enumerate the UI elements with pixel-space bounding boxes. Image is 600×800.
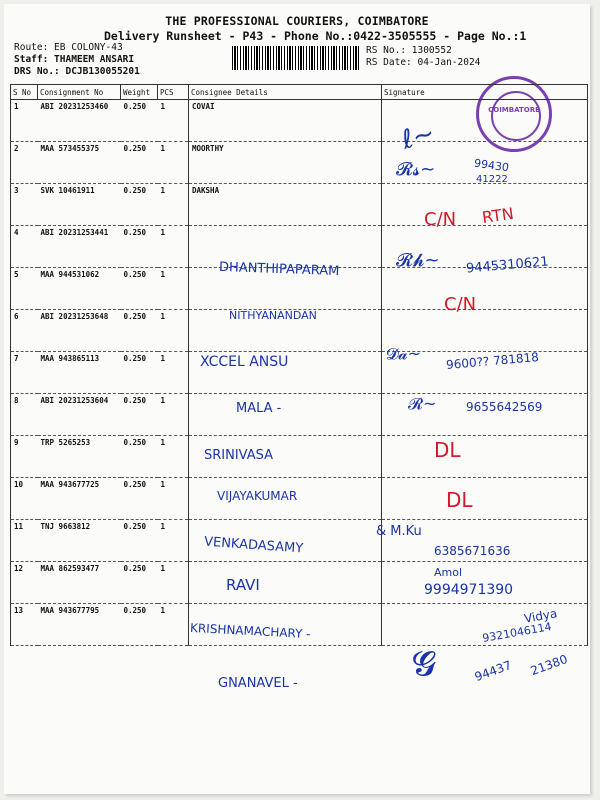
table-row [11,478,588,520]
cell-consignment-no: ABI 20231253648 [38,310,121,352]
cell-consignee: MOORTHY [189,142,382,184]
cell-sno: 1 [11,100,38,142]
table-row [11,100,588,142]
cell-weight: 0.250 [121,352,158,394]
cell-consignee: DAKSHA [189,184,382,226]
hw-name-7: MALA - [236,401,282,416]
route-label: Route: EB COLONY-43 [14,42,123,53]
cell-consignee [189,394,382,436]
phone-13b: 21380 [528,651,570,679]
cell-sno: 7 [11,352,38,394]
rtn-mark-3: RTN [480,203,515,228]
cell-weight: 0.250 [121,226,158,268]
cell-sno: 9 [11,436,38,478]
signature-7: 𝓡~ [408,394,437,413]
runsheet-page [4,4,590,794]
stamp-text: COIMBATORE [488,106,540,114]
cell-consignment-no: TNJ 9663812 [38,520,121,562]
cell-pcs: 1 [158,226,189,268]
hw-name-11: RAVI [226,576,260,594]
cell-pcs: 1 [158,184,189,226]
cell-pcs: 1 [158,268,189,310]
staff-label: Staff: THAMEEM ANSARI [14,54,135,65]
cell-sno: 4 [11,226,38,268]
phone-13a: 94437 [472,657,514,685]
signature-1: ℓ~ [398,118,438,156]
signature-11: Amol [434,566,463,579]
cell-weight: 0.250 [121,436,158,478]
rs-number: RS No.: 1300552 [366,45,452,56]
cell-signature [382,436,588,478]
cn-mark-5: C/N [444,294,477,315]
cell-pcs: 1 [158,352,189,394]
cn-mark-3: C/N [424,209,457,230]
cell-pcs: 1 [158,310,189,352]
cell-weight: 0.250 [121,184,158,226]
cell-weight: 0.250 [121,100,158,142]
cell-consignment-no: TRP 5265253 [38,436,121,478]
signature-2: 𝓡𝓼~ [396,159,436,180]
cell-consignee [189,226,382,268]
phone-7: 9655642569 [466,400,543,414]
col-pcs: PCS [158,85,189,100]
cell-signature [382,478,588,520]
cell-weight: 0.250 [121,394,158,436]
signature-13: 𝓖 [412,644,436,684]
company-title: THE PROFESSIONAL COURIERS, COIMBATORE [165,14,429,28]
phone-2a: 99430 [473,156,510,175]
col-consignee: Consignee Details [189,85,382,100]
col-sno: S No [11,85,38,100]
cell-weight: 0.250 [121,478,158,520]
cell-pcs: 1 [158,520,189,562]
cell-pcs: 1 [158,100,189,142]
phone-4: 9445310621 [465,254,550,277]
dl-mark-9: DL [446,488,473,512]
cell-pcs: 1 [158,562,189,604]
phone-10: 6385671636 [434,544,511,558]
cell-consignment-no: MAA 573455375 [38,142,121,184]
cell-pcs: 1 [158,604,189,646]
cell-weight: 0.250 [121,520,158,562]
cell-sno: 2 [11,142,38,184]
signature-6: 𝓓𝓪~ [386,344,422,363]
col-signature: Signature [382,85,588,100]
cell-pcs: 1 [158,436,189,478]
phone-12: 9321046114 [481,620,553,645]
signature-4: 𝓡𝓱~ [396,250,440,271]
cell-consignment-no: MAA 944531062 [38,268,121,310]
cell-pcs: 1 [158,394,189,436]
cell-weight: 0.250 [121,268,158,310]
cell-consignment-no: SVK 10461911 [38,184,121,226]
cell-sno: 8 [11,394,38,436]
cell-sno: 11 [11,520,38,562]
hw-name-13: GNANAVEL - [218,676,298,691]
cell-sno: 3 [11,184,38,226]
cell-consignee: COVAI [189,100,382,142]
col-consignment: Consignment No [38,85,121,100]
col-weight: Weight [121,85,158,100]
hw-name-12: KRISHNAMACHARY - [189,620,311,642]
cell-consignment-no: ABI 20231253460 [38,100,121,142]
cell-weight: 0.250 [121,142,158,184]
cell-consignee [189,562,382,604]
hw-name-10: VENKADASAMY [203,534,304,557]
cell-sno: 13 [11,604,38,646]
cell-pcs: 1 [158,478,189,520]
hw-name-9: VIJAYAKUMAR [217,489,298,503]
cell-consignment-no: ABI 20231253604 [38,394,121,436]
runsheet-subtitle: Delivery Runsheet - P43 - Phone No.:0422-3505555 - Page No.:1 [104,29,527,43]
hw-name-5: NITHYANANDAN [229,309,317,322]
hw-name-4: DHANTHIPAPARAM [218,259,340,280]
phone-6: 9600?? 781818 [445,349,540,373]
signature-12: Vidya [523,606,559,626]
drs-number: DRS No.: DCJB130055201 [14,66,140,77]
cell-consignment-no: MAA 943677725 [38,478,121,520]
cell-consignment-no: MAA 943677795 [38,604,121,646]
signature-10: & M.Ku [376,524,422,539]
cell-weight: 0.250 [121,604,158,646]
cell-weight: 0.250 [121,562,158,604]
cell-consignment-no: MAA 862593477 [38,562,121,604]
barcode-image [232,46,360,70]
cell-consignment-no: ABI 20231253441 [38,226,121,268]
cell-weight: 0.250 [121,310,158,352]
phone-2b: 41222 [476,174,508,185]
cell-sno: 5 [11,268,38,310]
rs-date: RS Date: 04-Jan-2024 [366,57,481,68]
cell-sno: 6 [11,310,38,352]
table-header-row [11,85,588,100]
table-row [11,436,588,478]
phone-11: 9994971390 [424,582,514,598]
cell-sno: 10 [11,478,38,520]
hw-name-8: SRINIVASA [204,448,274,463]
cell-sno: 12 [11,562,38,604]
cell-consignment-no: MAA 943865113 [38,352,121,394]
hw-name-6: XCCEL ANSU [200,354,289,370]
dl-mark-8: DL [434,438,461,462]
cell-pcs: 1 [158,142,189,184]
